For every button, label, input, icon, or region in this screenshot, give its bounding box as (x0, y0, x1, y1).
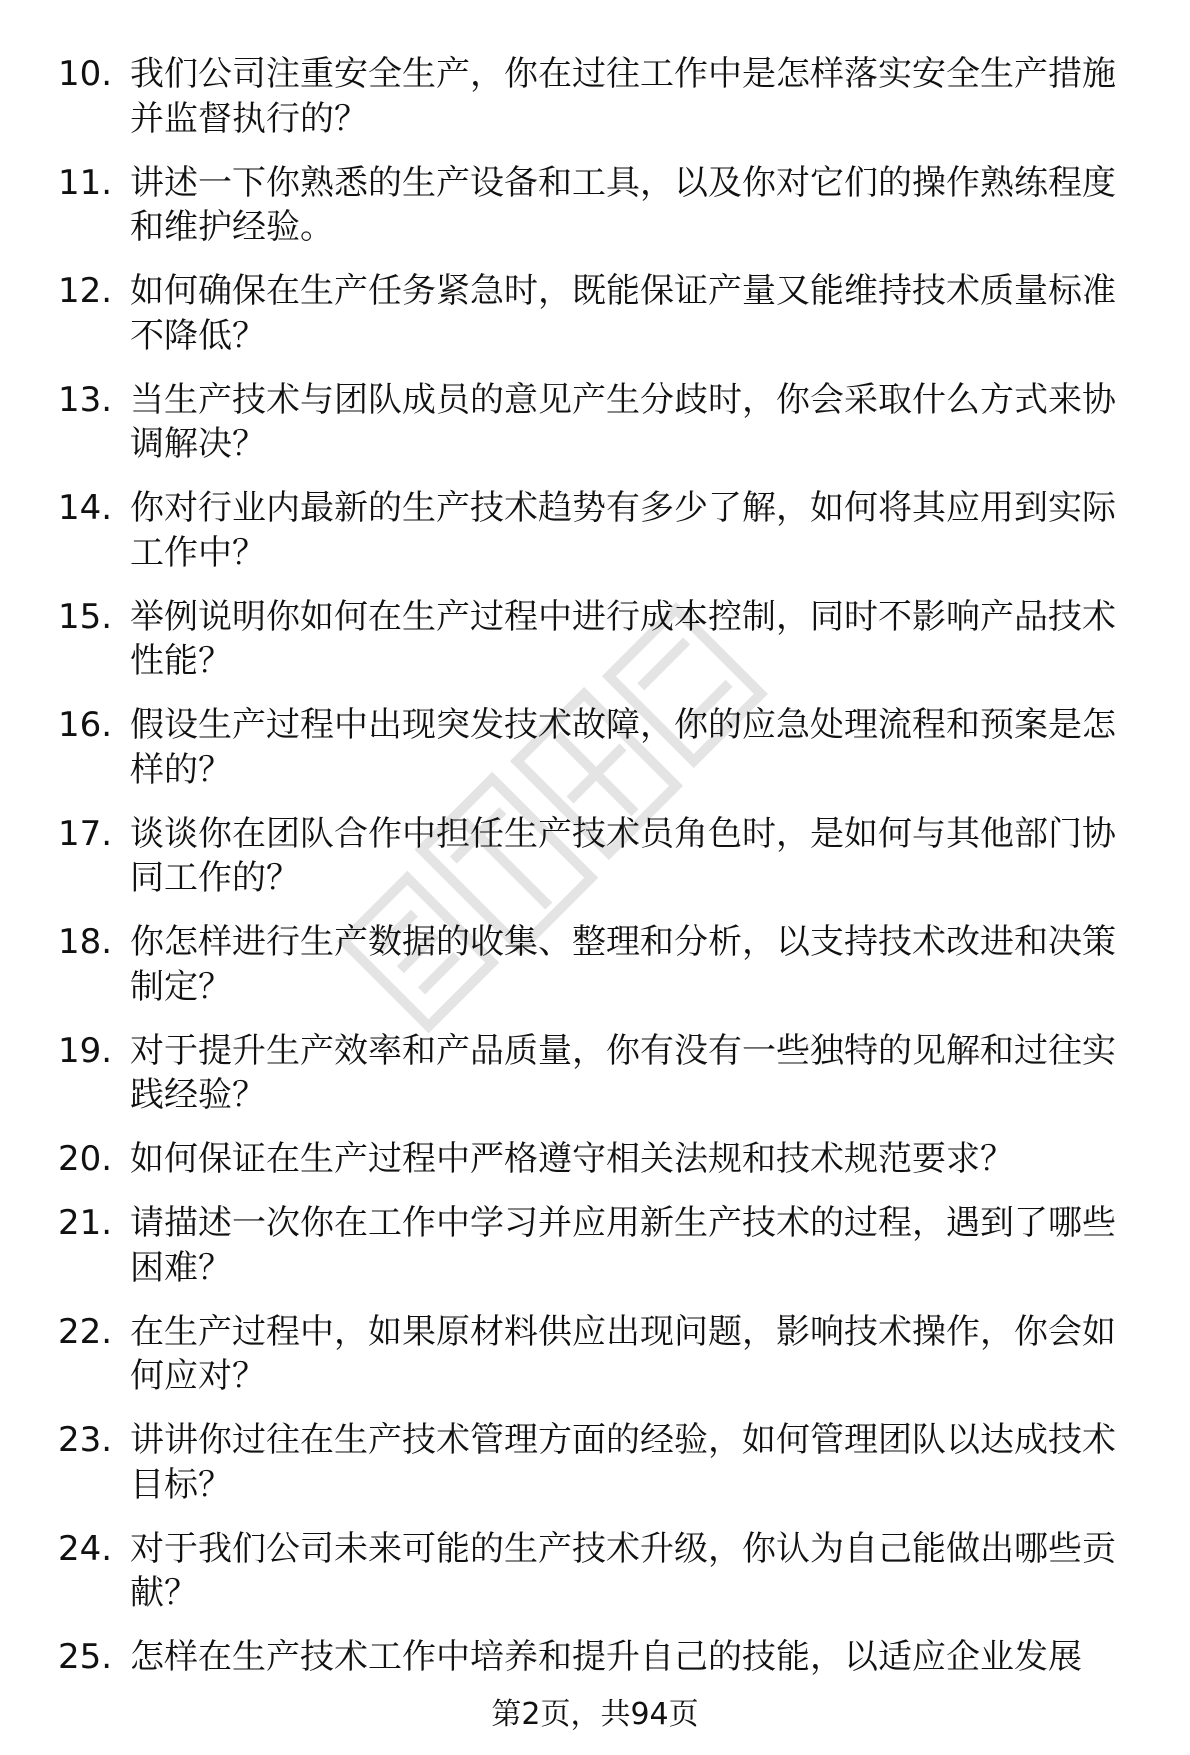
question-item (58, 161, 1148, 250)
question-text: 在生产过程中，如果原材料供应出现问题，影响技术操作，你会如何应对？ (130, 1311, 1116, 1396)
question-item (58, 486, 1148, 575)
question-text: 怎样在生产技术工作中培养和提升自己的技能，以适应企业发展 (130, 1637, 1082, 1677)
question-number: 24. (58, 1528, 113, 1569)
question-number: 11. (58, 162, 113, 203)
question-item (58, 1310, 1148, 1399)
question-number: 25. (58, 1637, 113, 1677)
question-item (58, 1527, 1148, 1616)
question-number: 23. (58, 1420, 113, 1460)
question-item (58, 703, 1148, 792)
question-item (58, 1635, 1148, 1680)
question-number: 19. (58, 1030, 113, 1071)
question-text: 你怎样进行生产数据的收集、整理和分析，以支持技术改进和决策制定？ (130, 922, 1116, 1007)
question-number: 12. (58, 271, 113, 311)
question-text: 谈谈你在团队合作中担任生产技术员角色时，是如何与其他部门协同工作的？ (130, 813, 1116, 898)
question-item (58, 595, 1148, 684)
question-text: 对于提升生产效率和产品质量，你有没有一些独特的见解和过往实践经验？ (130, 1030, 1116, 1115)
question-number: 10. (58, 54, 113, 94)
question-item (58, 1201, 1148, 1290)
question-text: 你对行业内最新的生产技术趋势有多少了解，如何将其应用到实际工作中？ (130, 488, 1116, 573)
question-item (58, 920, 1148, 1009)
question-item (58, 269, 1148, 358)
question-number: 15. (58, 596, 113, 637)
question-number: 22. (58, 1311, 113, 1352)
question-number: 20. (58, 1139, 113, 1179)
question-item (58, 1418, 1148, 1507)
question-number: 14. (58, 488, 113, 528)
question-text: 我们公司注重安全生产，你在过往工作中是怎样落实安全生产措施并监督执行的？ (130, 54, 1116, 139)
question-text: 当生产技术与团队成员的意见产生分歧时，你会采取什么方式来协调解决？ (130, 379, 1116, 464)
question-text: 假设生产过程中出现突发技术故障，你的应急处理流程和预案是怎样的？ (130, 705, 1116, 790)
question-item (58, 52, 1148, 141)
question-item (58, 812, 1148, 901)
question-number: 13. (58, 379, 113, 420)
question-text: 讲讲你过往在生产技术管理方面的经验，如何管理团队以达成技术目标？ (130, 1420, 1116, 1505)
question-text: 讲述一下你熟悉的生产设备和工具，以及你对它们的操作熟练程度和维护经验。 (130, 162, 1116, 247)
question-number: 18. (58, 922, 113, 962)
question-number: 16. (58, 705, 113, 745)
question-text: 对于我们公司未来可能的生产技术升级，你认为自己能做出哪些贡献？ (130, 1528, 1116, 1613)
question-item (58, 378, 1148, 467)
question-text: 如何确保在生产任务紧急时，既能保证产量又能维持技术质量标准不降低？ (130, 271, 1116, 356)
question-number: 21. (58, 1203, 113, 1243)
question-text: 请描述一次你在工作中学习并应用新生产技术的过程，遇到了哪些困难？ (130, 1203, 1116, 1288)
question-item (58, 1137, 1148, 1182)
question-item (58, 1029, 1148, 1118)
question-text: 如何保证在生产过程中严格遵守相关法规和技术规范要求？ (130, 1139, 1014, 1179)
question-list (58, 52, 1148, 1699)
page-number-footer: 第2页，共94页 (491, 1697, 699, 1732)
question-text: 举例说明你如何在生产过程中进行成本控制，同时不影响产品技术性能？ (130, 596, 1116, 681)
question-number: 17. (58, 813, 113, 854)
